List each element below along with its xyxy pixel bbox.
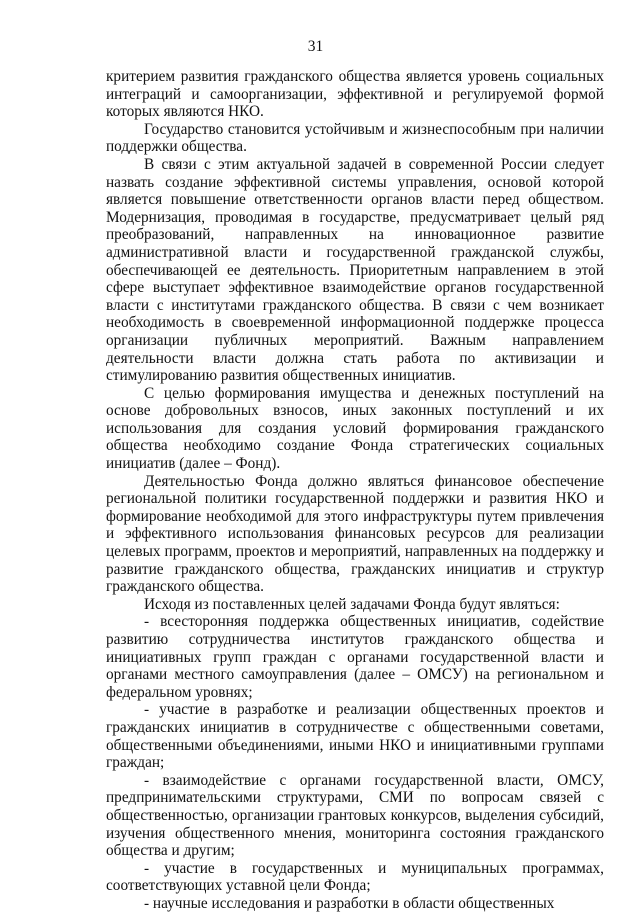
paragraph: Деятельностью Фонда должно являться финансовое обеспечение региональной политики государственной поддержки и развития НКО и формирование необходимой для этого инфраструктуры путем привлечения и эффективного использования финансовых ресурсов для реализации целевых программ, проектов и мероприятий, направленных на поддержку и развитие гражданского общества, гражданских инициатив и структур гражданского общества. xyxy=(106,472,604,596)
task-list-item: - всесторонняя поддержка общественных инициатив, содействие развитию сотрудничества институтов гражданского общества и инициативных групп граждан с органами государственной власти и органами местного самоуправления (далее – ОМСУ) на региональном и федеральном уровнях; xyxy=(106,613,604,701)
paragraph: С целью формирования имущества и денежных поступлений на основе добровольных взносов, иных законных поступлений и их использования для создания условий формирования гражданского общества необходимо создание Фонда стратегических социальных инициатив (далее – Фонд). xyxy=(106,384,604,473)
paragraph: Государство становится устойчивым и жизнеспособным при наличии поддержки общества. xyxy=(106,120,604,156)
paragraph: В связи с этим актуальной задачей в современной России следует назвать создание эффективной системы управления, основой которой является повышение ответственности органов власти перед обществом. Модернизация, проводимая в государстве, предусматривает целый ряд преобразований, направленных на инновационное развитие административной власти и государственной гражданской службы, обеспечивающей ее деятельность. Приоритетным направлением в этой сфере выступает эффективное взаимодействие органов государственной власти с институтами гражданского общества. В связи с чем возникает необходимость в своевременной информационной поддержке процесса организации публичных мероприятий. Важным направлением деятельности власти должна стать работа по активизации и стимулированию развития общественных инициатив. xyxy=(106,155,604,385)
page-number: 31 xyxy=(307,38,324,55)
task-list-item: - участие в государственных и муниципальных программах, соответствующих уставной цели Фонда; xyxy=(106,859,604,895)
tasks-intro: Исходя из поставленных целей задачами Фонда будут являться: xyxy=(144,595,560,613)
task-list-item: - научные исследования и разработки в области общественных xyxy=(144,894,555,912)
body-text xyxy=(106,68,604,913)
paragraph: критерием развития гражданского общества является уровень социальных интеграций и самоорганизации, эффективной и регулируемой формой которых являются НКО. xyxy=(106,68,604,121)
task-list-item: - взаимодействие с органами государственной власти, ОМСУ, предпринимательскими структурами, СМИ по вопросам связей с общественностью, организации грантовых конкурсов, выделения субсидий, изучения общественного мнения, мониторинга состояния гражданского общества и другим; xyxy=(106,771,604,860)
task-list-item: - участие в разработке и реализации общественных проектов и гражданских инициатив в сотрудничестве с общественными советами, общественными объединениями, иными НКО и инициативными группами граждан; xyxy=(106,701,604,772)
